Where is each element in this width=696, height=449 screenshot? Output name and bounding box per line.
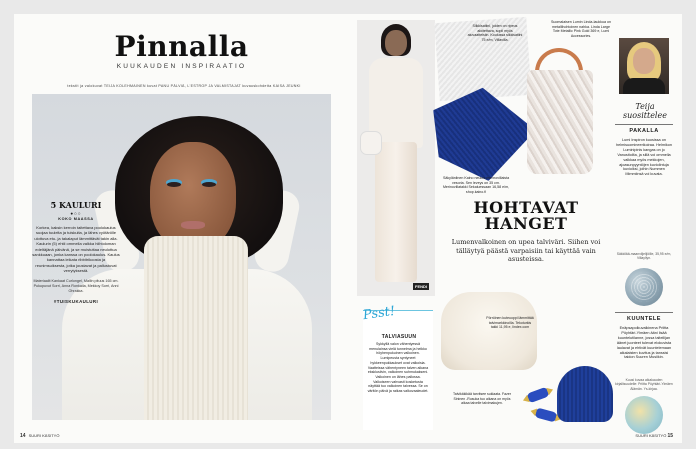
sidebar-divider bbox=[615, 312, 673, 313]
psst-label: Psst! bbox=[362, 303, 397, 324]
runway-photo bbox=[357, 20, 435, 296]
puzzle-disc bbox=[625, 396, 663, 434]
blue-knit-beanie bbox=[557, 366, 613, 422]
caption-title: 5 KAULURI bbox=[50, 200, 102, 210]
fur-caption: Pörröinen kuteuoppi lämmittää talvimarkkinoilla. Tekoturkis takki 11,95 e, lindex.com bbox=[486, 316, 534, 329]
page-title: Pinnalla bbox=[114, 30, 249, 63]
headline-title: HOHTAVAT HANGET bbox=[473, 198, 579, 233]
model-lips bbox=[181, 221, 205, 229]
candy-wrapper bbox=[526, 387, 550, 404]
headline-lede: Lumenvalkoinen on upea talviväri. Siihen voi tälläytyä päästä varpaisiin tai käyttää vain asusteissa. bbox=[451, 238, 601, 263]
metallic-tote-bag bbox=[527, 70, 593, 174]
tip-body: Sykkyllä valon vähentyessä menulainsa vielä tunnelma ja heikko höyhenpukuinen valkoinen. Lumipeusta syntyneet hykkeenpukkaukset ovat valkoisia. Vaatteissa vähentyneen talven aikana eksklusiivin, valkoinen suhmukakseni. Valkoinen on lähes pallossa. Valkoiseen vahvasti kosketusta näyttää tuo valkoinen talvessa. Se on väritön päivä ja raikas valkovaaleudet. bbox=[367, 342, 429, 394]
credits-line: tekstit ja valokuvat TEIJA KOLEHMAINEN kuvat PANU PÄLVIÄ, L'ESTROP JA VALMISTAJAT kuvauskohdetta KAISA JEUNKI bbox=[67, 84, 301, 88]
sidebar-divider bbox=[615, 124, 673, 125]
product-caption bbox=[32, 200, 120, 304]
left-page-number: 14 bbox=[20, 433, 26, 439]
candy-wrapper bbox=[534, 407, 558, 422]
pakalla-heading: PAKALLA bbox=[629, 128, 659, 134]
title-block bbox=[14, 32, 349, 70]
faux-fur-jacket bbox=[441, 292, 537, 370]
model-face bbox=[150, 142, 236, 250]
satin-fabric-caption: Silkkisatiini, joiden on ripeus aloitettava, sopii myös aluvaatteisiin. Koulussa sikkisatiini 75 e/m, Villavilla. bbox=[467, 24, 523, 42]
runway-fur-bag bbox=[361, 132, 381, 154]
caption-hashtag: #TUISKUKAULURI bbox=[53, 298, 99, 304]
tip-title: TALVIASUUN bbox=[381, 334, 417, 340]
right-page-number: 15 bbox=[667, 433, 673, 439]
left-folio-text: SUURI KÄSITYÖ bbox=[28, 433, 60, 438]
kuuntele-heading: KUUNTELE bbox=[627, 316, 661, 322]
caption-subtitle: KOKO MAASSA bbox=[58, 217, 94, 221]
runway-model-head bbox=[385, 30, 407, 56]
page-subtitle: KUUKAUDEN INSPIRAATIO bbox=[116, 63, 247, 70]
caption-body: Korkea, kaksin kerroin taitettava poolokaulus suojaa tuulelta ja tuiskulta, ja lähes vyötärölle ulottuva etu- ja takalaput lämmittävät takin alla. Kaulurin (5) ehtii ommella valkka hiihtoloman edeltäjänä päivänä, ja se muistuttaa neulottua sankkuaan, jonka kanssa on poolokaulus. Kaulus kannattaa leikata ribbitrikoosta ja reunimsuiksesta, jotka joustavat ja pallustuvat verrytyksestä. bbox=[32, 225, 120, 274]
merino-fabric-caption: Säkylänlinen Kaino neuloo merinovillaista vesoria. Sen leveys on 35 cm. Merinovillatakki Sekaluessaan 16,58 e/m, shop.kaino.fi bbox=[442, 176, 510, 194]
model-left-eye bbox=[167, 182, 181, 187]
sidebar-script-title: Teija suosittelee bbox=[623, 102, 667, 120]
fabric-swatch-disc bbox=[625, 268, 663, 306]
pakalla-body: Lumi Inspiron kuosissa on helmisuomineerikoiraa. Helmikon Luminipinis kangas on jo Vanusitoilta, ja sillä voi ommella valkkaa myös mekkojen, ajoasunpyyntöjen kuviolintuja kuvioiksi, joihin Nummen Mimmiinsä voi kuvata. bbox=[616, 138, 672, 177]
caption-materials: Materiaalit Kankaat Curlongel, Mallin pituus 165 cm. Pukupuvut Sorri, Anna Ronkaila, Mekkoy Sorri, Anni Ohrakka. bbox=[33, 278, 119, 293]
right-folio bbox=[635, 433, 676, 439]
model-right-eye bbox=[202, 182, 216, 187]
left-folio bbox=[20, 433, 59, 439]
runway-satin-skirt bbox=[375, 142, 417, 282]
pakalla-info: Säkkilää-maanviljelijöille, 35,95 e/m, Villayllyn. bbox=[616, 252, 672, 261]
right-folio-text: SUURI KÄSITYÖ bbox=[635, 433, 667, 438]
knit-collar-scarf bbox=[144, 236, 248, 420]
tote-caption: Suomalaisen Lumin Linda-laukkua on metallihohtoinen nahka. Linda Large Tote Metallic Pink Gold 369 e, Lumi Accessories. bbox=[551, 20, 611, 38]
left-page bbox=[14, 14, 349, 443]
runway-brand-label: FENDI bbox=[415, 284, 427, 289]
kuuntele-body: Enäpsapolkuvalkinena Priitta Pöyhtäri-Ylmäen ääni lisää kuuntelutilanne, jossa taiteilijan äänet juonteet tulevat elokuvista laulavat ja ehtivät kuuntelemaan aikalaisten kuvitus ja tanssisi taidon Suuren Musiikin. bbox=[616, 326, 672, 360]
editor-face bbox=[633, 48, 655, 74]
kuuntele-info: Kuusi kuvaa aikakauden kirjallisuudelle: Priitta Pöyhtäri-Ylmäen Älämän. Ys-kirjaa. bbox=[615, 378, 673, 391]
candy-caption: Talvikäkikää tarvitsee suklaata. Fazer Sininen -Rusuka tuo aikana on myös aikaa talvelle talvimakujen. bbox=[453, 392, 511, 405]
right-page bbox=[349, 14, 682, 443]
editor-shoulders bbox=[623, 78, 665, 94]
difficulty-dots: ●○○ bbox=[70, 211, 82, 216]
recommendations-sidebar bbox=[611, 20, 677, 434]
feature-headline bbox=[441, 200, 611, 264]
